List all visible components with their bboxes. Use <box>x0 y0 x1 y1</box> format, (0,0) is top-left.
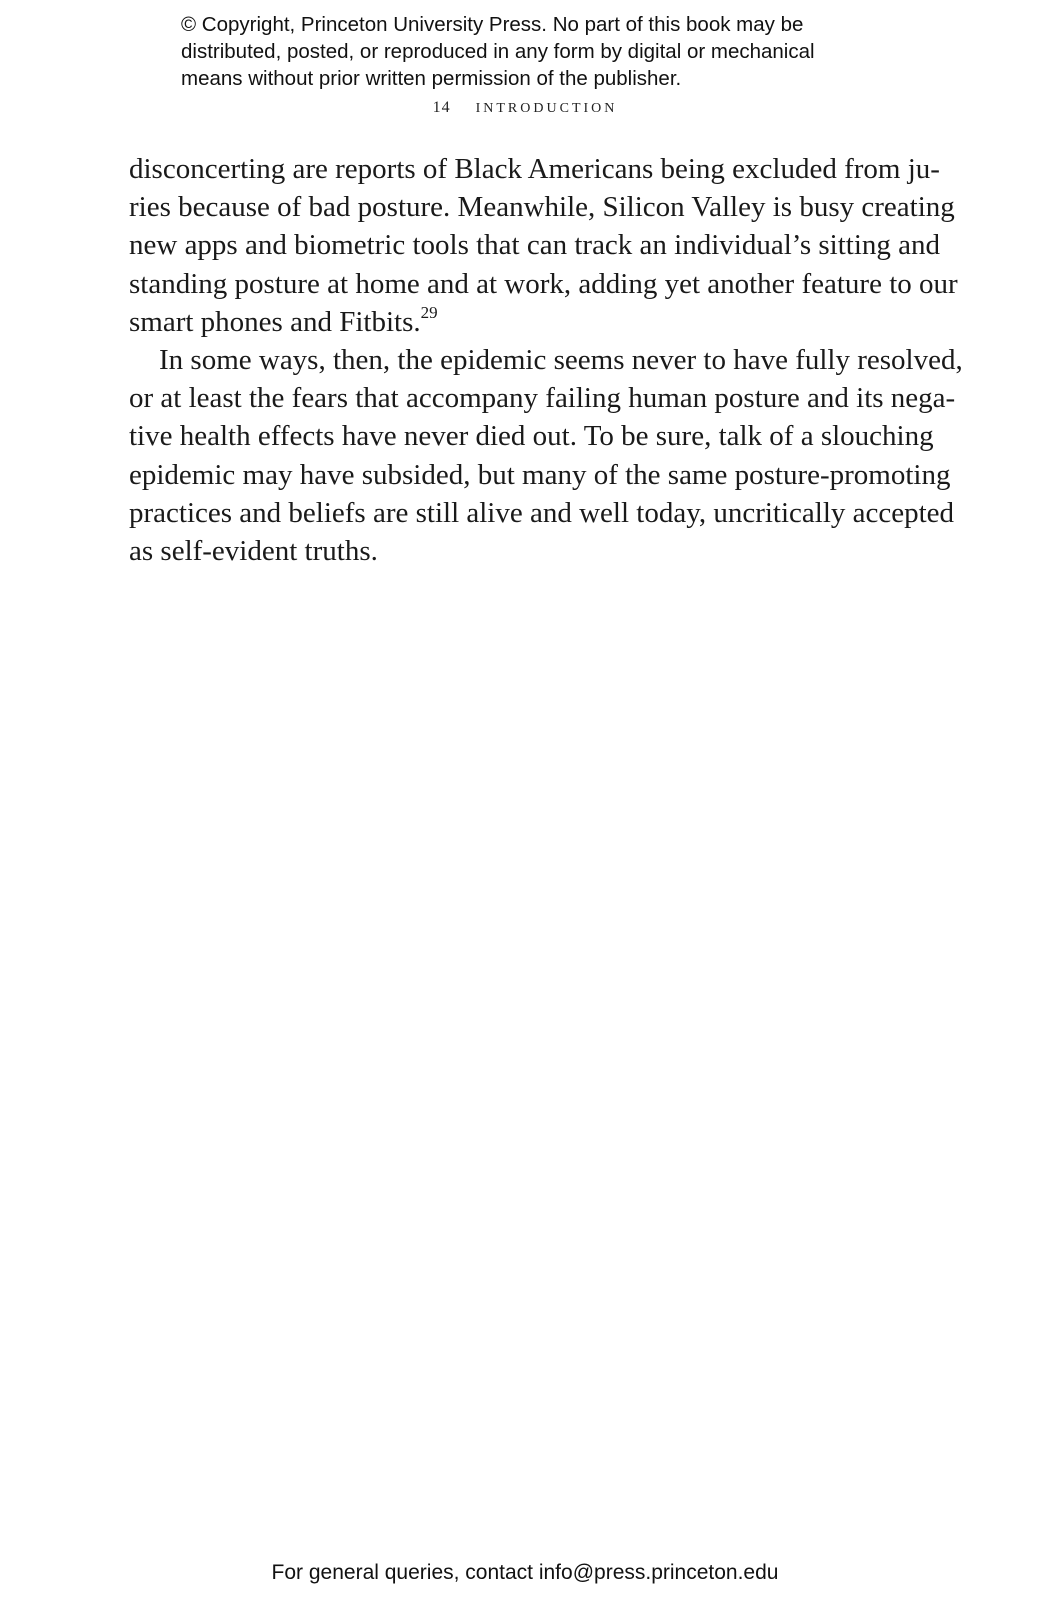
copyright-line: distributed, posted, or reproduced in any form by digital or mechanical <box>181 40 815 63</box>
section-title: INTRODUCTION <box>475 101 618 116</box>
text-line: ries because of bad posture. Meanwhile, Silicon Valley is busy creating <box>129 191 955 224</box>
paragraph <box>129 341 963 570</box>
text-line: disconcerting are reports of Black Americans being excluded from ju- <box>129 153 940 185</box>
body-text <box>129 150 963 570</box>
text-line: or at least the fears that accompany failing human posture and its nega- <box>129 382 956 415</box>
text-line: epidemic may have subsided, but many of the same posture-promoting <box>129 458 951 491</box>
text-line: standing posture at home and at work, adding yet another feature to our <box>129 267 958 300</box>
footer-contact: For general queries, contact info@press.princeton.edu <box>271 1561 779 1584</box>
copyright-notice <box>181 11 901 92</box>
text-line: tive health effects have never died out. To be sure, talk of a slouching <box>129 420 934 453</box>
page-number: 14 <box>432 99 451 116</box>
running-head <box>0 99 1050 117</box>
text-line <box>129 303 923 341</box>
copyright-line: means without prior written permission of the publisher. <box>181 67 682 90</box>
text-line-content: smart phones and Fitbits. <box>129 305 421 338</box>
paragraph <box>129 150 958 341</box>
text-line: new apps and biometric tools that can track an individual’s sitting and <box>129 229 941 262</box>
text-line: as self-evident truths. <box>129 535 378 568</box>
footnote-reference[interactable]: 29 <box>420 303 438 323</box>
copyright-line: © Copyright, Princeton University Press. No part of this book may be <box>181 13 804 36</box>
text-line: In some ways, then, the epidemic seems never to have fully resolved, <box>159 344 963 377</box>
text-line: practices and beliefs are still alive and well today, uncritically accepted <box>129 496 955 529</box>
